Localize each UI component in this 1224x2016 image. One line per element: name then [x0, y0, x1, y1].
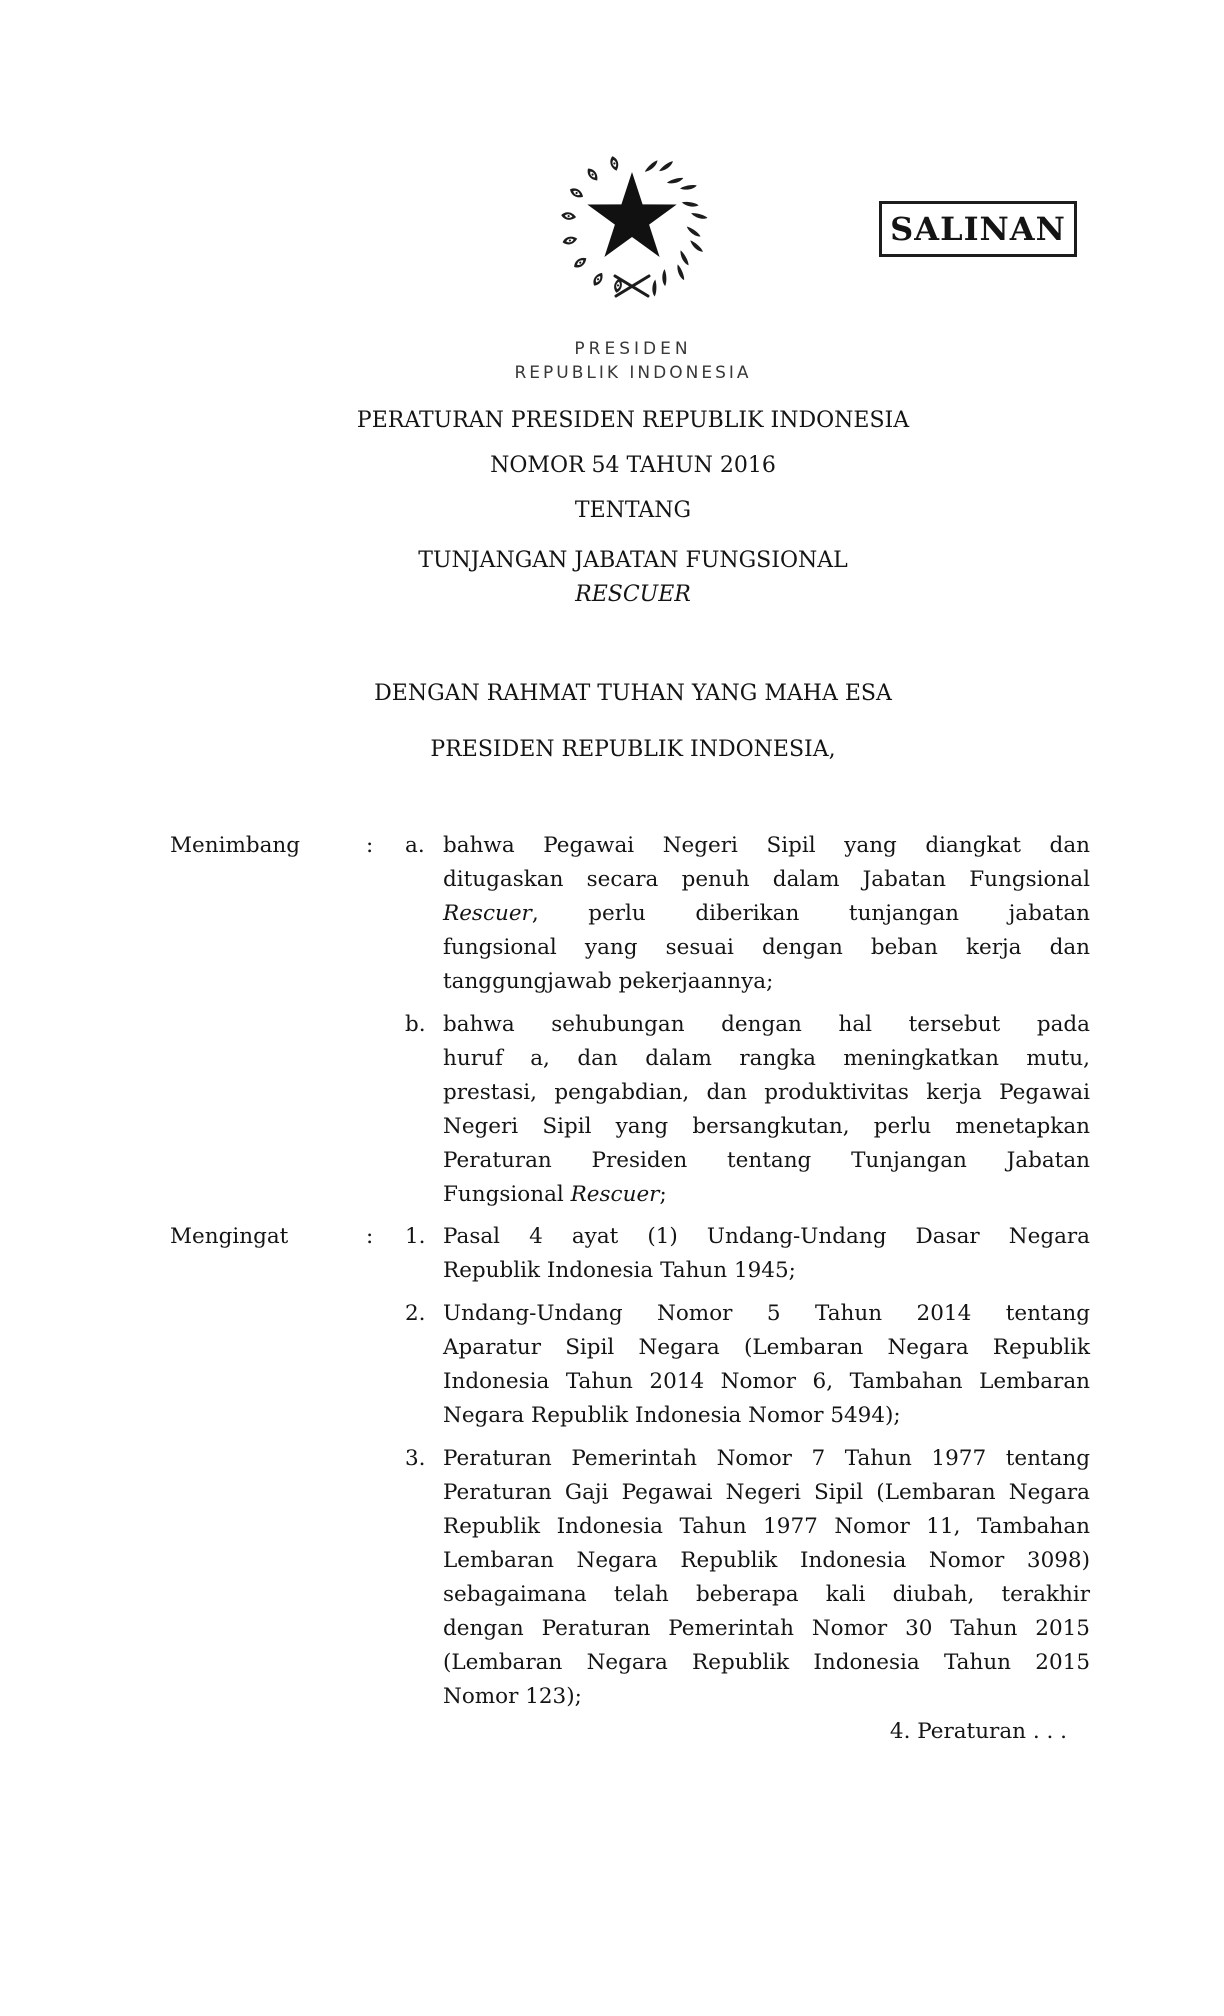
text-line: (Lembaran Negara Republik Indonesia Tahun 2015 [443, 1650, 1090, 1675]
item-marker: 3. [405, 1446, 426, 1471]
item-text [443, 1297, 1090, 1433]
legal-basis-item-1 [405, 1220, 1090, 1288]
text-line: ditugaskan secara penuh dalam Jabatan Fungsional [443, 867, 1090, 892]
text-line: dengan Peraturan Pemerintah Nomor 30 Tahun 2015 [443, 1616, 1090, 1641]
catchword: 4. Peraturan . . . [889, 1719, 1067, 1744]
text-line: Republik Indonesia Tahun 1977 Nomor 11, Tambahan [443, 1514, 1090, 1539]
text-line: Peraturan Presiden tentang Tunjangan Jabatan [443, 1148, 1090, 1173]
text-line: sebagaimana telah beberapa kali diubah, terakhir [443, 1582, 1090, 1607]
text-line: Pasal 4 ayat (1) Undang-Undang Dasar Negara [443, 1224, 1090, 1249]
doc-title-tentang: TENTANG [574, 498, 692, 523]
text-line: huruf a, dan dalam rangka meningkatkan mutu, [443, 1046, 1090, 1071]
text-line: prestasi, pengabdian, dan produktivitas kerja Pegawai [443, 1080, 1090, 1105]
right-wreath-branch [644, 159, 708, 296]
text-line: fungsional yang sesuai dengan beban kerja dan [443, 935, 1090, 960]
item-marker: 2. [405, 1301, 426, 1326]
legal-basis-item-2 [405, 1297, 1090, 1433]
text-line: bahwa sehubungan dengan hal tersebut pada [443, 1012, 1090, 1037]
clauses-block [170, 829, 1090, 1714]
text-line: Rescuer, perlu diberikan tunjangan jabatan [443, 901, 1090, 926]
section-label: Mengingat [170, 1224, 289, 1249]
text-line: Negeri Sipil yang bersangkutan, perlu menetapkan [443, 1114, 1090, 1139]
star-icon [587, 172, 676, 257]
text-line: Aparatur Sipil Negara (Lembaran Negara Republik [443, 1335, 1090, 1360]
text-line: Negara Republik Indonesia Nomor 5494); [443, 1403, 901, 1428]
doc-title-subject: TUNJANGAN JABATAN FUNGSIONAL [418, 548, 848, 573]
section-items [405, 1220, 1090, 1714]
text-line: Fungsional Rescuer; [443, 1182, 667, 1207]
item-marker: b. [405, 1012, 426, 1037]
text-line: Undang-Undang Nomor 5 Tahun 2014 tentang [443, 1301, 1090, 1326]
doc-title-number: NOMOR 54 TAHUN 2016 [490, 453, 776, 478]
consideration-item-a [405, 829, 1090, 999]
item-text [443, 1442, 1090, 1714]
doc-title-line-1: PERATURAN PRESIDEN REPUBLIK INDONESIA [356, 408, 910, 433]
text-line: Peraturan Gaji Pegawai Negeri Sipil (Lembaran Negara [443, 1480, 1090, 1505]
letterhead-presiden: PRESIDEN [574, 339, 692, 359]
section-colon: : [366, 1224, 374, 1249]
text-line: Lembaran Negara Republik Indonesia Nomor 3098) [443, 1548, 1090, 1573]
text-line: Nomor 123); [443, 1684, 582, 1709]
left-wreath-branch [561, 155, 624, 293]
consideration-item-b [405, 1008, 1090, 1212]
text-line: Indonesia Tahun 2014 Nomor 6, Tambahan Lembaran [443, 1369, 1090, 1394]
section-colon: : [366, 833, 374, 858]
item-text [443, 1008, 1090, 1212]
section-label: Menimbang [170, 833, 301, 858]
letterhead-republik-indonesia: REPUBLIK INDONESIA [514, 363, 752, 383]
text-line: Republik Indonesia Tahun 1945; [443, 1258, 796, 1283]
doc-title-subject-italic: RESCUER [575, 582, 691, 607]
section-mengingat [170, 1220, 1090, 1714]
item-marker: a. [405, 833, 425, 858]
item-text [443, 1220, 1090, 1288]
text-line: bahwa Pegawai Negeri Sipil yang diangkat dan [443, 833, 1090, 858]
text-line: Peraturan Pemerintah Nomor 7 Tahun 1977 tentang [443, 1446, 1090, 1471]
text-line: tanggungjawab pekerjaannya; [443, 969, 774, 994]
salinan-stamp: SALINAN [879, 201, 1077, 257]
section-items [405, 829, 1090, 1212]
section-menimbang [170, 829, 1090, 1212]
presidential-star-wreath-emblem [545, 147, 710, 301]
enacting-authority-line: PRESIDEN REPUBLIK INDONESIA, [430, 737, 836, 762]
invocation-line: DENGAN RAHMAT TUHAN YANG MAHA ESA [374, 681, 892, 706]
item-marker: 1. [405, 1224, 426, 1249]
item-text [443, 829, 1090, 999]
legal-basis-item-3 [405, 1442, 1090, 1714]
